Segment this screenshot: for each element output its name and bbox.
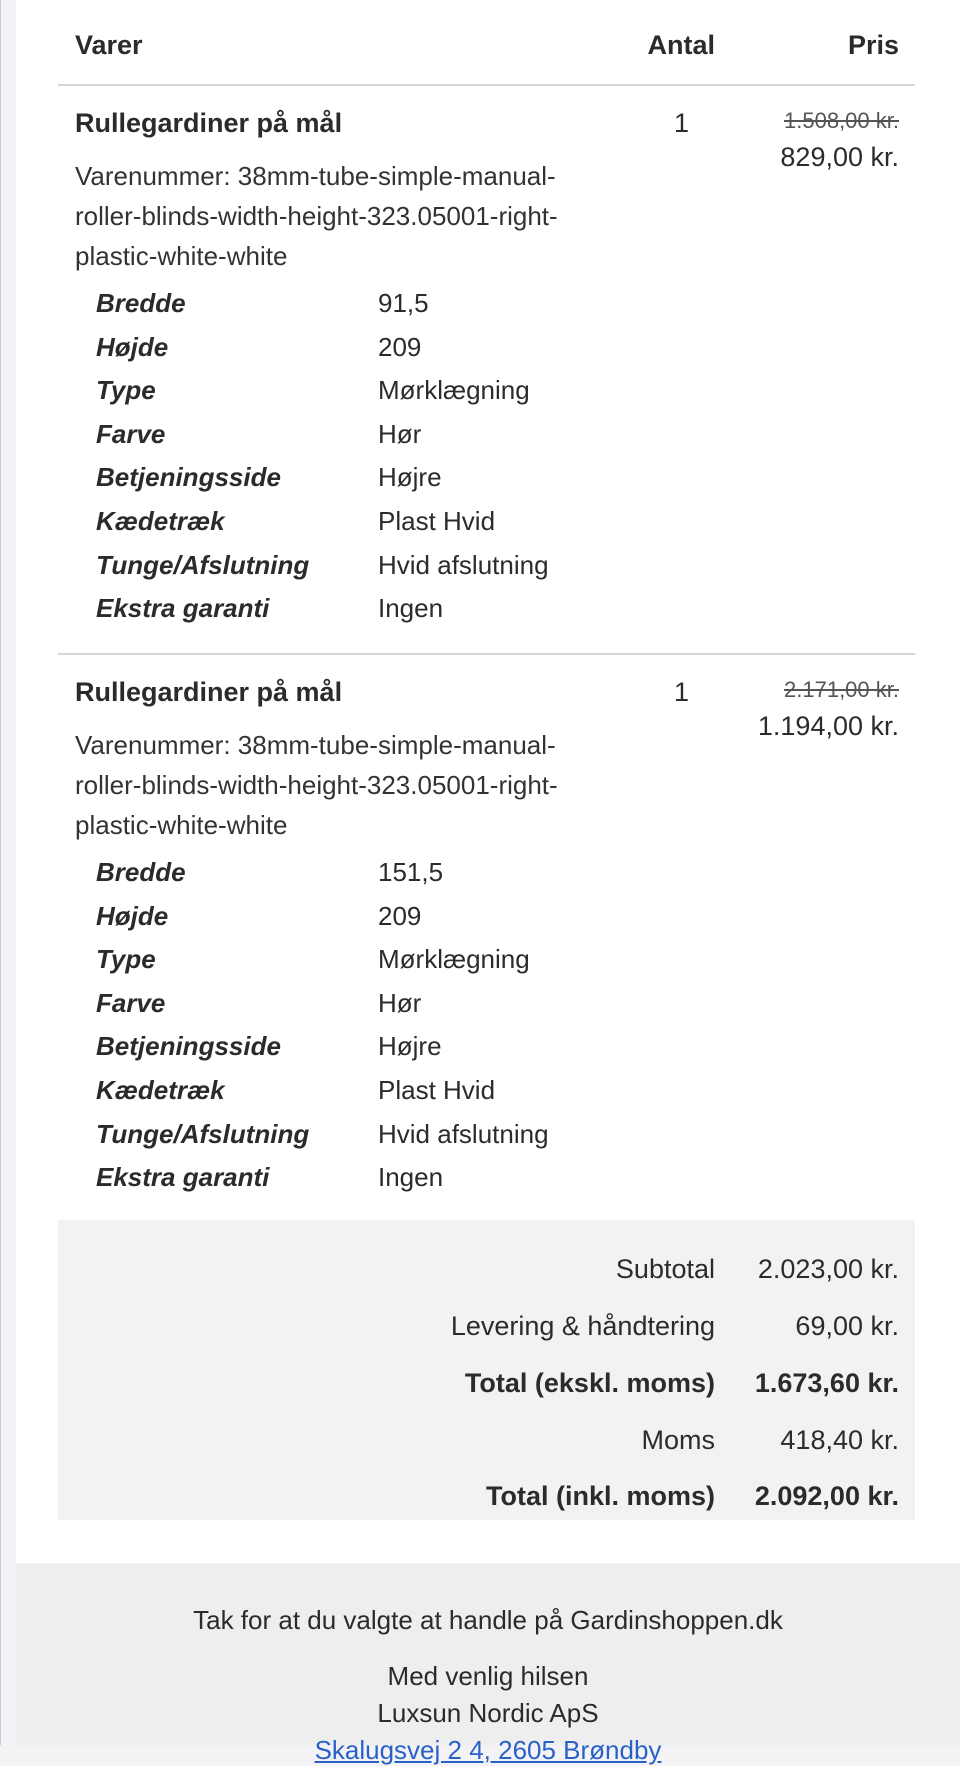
item-original-price: 1.508,00 kr. bbox=[784, 108, 899, 133]
attribute-row bbox=[96, 546, 696, 590]
attribute-value: 91,5 bbox=[378, 288, 429, 318]
email-footer bbox=[16, 1563, 960, 1765]
attribute-key: Betjeningsside bbox=[96, 1031, 281, 1062]
item-sku: Varenummer: 38mm-tube-simple-manual-roller-blinds-width-height-323.05001-right-plastic-white-white bbox=[75, 161, 558, 271]
attribute-value: 209 bbox=[378, 900, 422, 931]
total-excl-vat-value: 1.673,60 kr. bbox=[754, 1368, 899, 1398]
attribute-value: Højre bbox=[378, 1031, 442, 1062]
attribute-value: Hør bbox=[378, 987, 422, 1018]
attribute-key: Bredde bbox=[96, 288, 186, 318]
attribute-key: Betjeningsside bbox=[96, 462, 281, 493]
attribute-key: Type bbox=[96, 944, 156, 975]
attribute-key: Farve bbox=[96, 418, 166, 449]
vat-label: Moms bbox=[641, 1425, 715, 1455]
attribute-key: Kædetræk bbox=[96, 1074, 225, 1105]
order-items-table bbox=[58, 0, 915, 1222]
order-totals bbox=[58, 1220, 915, 1520]
attribute-row bbox=[96, 984, 696, 1028]
attribute-key: Højde bbox=[96, 900, 169, 931]
table-row bbox=[58, 655, 915, 1222]
attribute-value: Hør bbox=[378, 418, 422, 449]
header-qty: Antal bbox=[647, 30, 715, 60]
total-incl-vat-label: Total (inkl. moms) bbox=[485, 1481, 715, 1511]
attribute-value: 151,5 bbox=[378, 857, 444, 887]
attribute-row bbox=[96, 589, 696, 633]
attribute-value: Højre bbox=[378, 462, 442, 493]
left-border bbox=[0, 0, 1, 1745]
vat-value: 418,40 kr. bbox=[780, 1425, 899, 1455]
attribute-value: 209 bbox=[378, 331, 422, 362]
attribute-row bbox=[96, 1158, 696, 1202]
subtotal-value: 2.023,00 kr. bbox=[757, 1254, 899, 1284]
attribute-value: Ingen bbox=[378, 593, 444, 624]
item-sale-price: 1.194,00 kr. bbox=[757, 711, 899, 741]
attribute-key: Højde bbox=[96, 331, 169, 362]
attribute-row bbox=[96, 371, 696, 415]
totals-row-shipping bbox=[58, 1311, 915, 1351]
attribute-key: Ekstra garanti bbox=[96, 593, 270, 624]
attribute-row bbox=[96, 1115, 696, 1159]
header-items: Varer bbox=[75, 30, 143, 60]
header-price: Pris bbox=[847, 30, 899, 60]
totals-row-subtotal bbox=[58, 1254, 915, 1294]
attribute-value: Plast Hvid bbox=[378, 1074, 496, 1105]
attribute-row bbox=[96, 1071, 696, 1115]
totals-row-vat bbox=[58, 1425, 915, 1465]
total-excl-vat-label: Total (ekskl. moms) bbox=[464, 1368, 715, 1398]
item-quantity: 1 bbox=[673, 677, 689, 707]
attribute-row bbox=[96, 853, 696, 897]
totals-row-total-incl-vat bbox=[58, 1481, 915, 1521]
shipping-value: 69,00 kr. bbox=[795, 1311, 899, 1341]
company-name: Luxsun Nordic ApS bbox=[377, 1698, 599, 1728]
attribute-key: Type bbox=[96, 375, 156, 406]
attribute-value: Hvid afslutning bbox=[378, 549, 549, 580]
attribute-row bbox=[96, 1027, 696, 1071]
attribute-key: Tunge/Afslutning bbox=[96, 1118, 310, 1149]
subtotal-label: Subtotal bbox=[615, 1254, 715, 1284]
totals-row-total-excl-vat bbox=[58, 1368, 915, 1408]
attribute-value: Hvid afslutning bbox=[378, 1118, 549, 1149]
attribute-value: Plast Hvid bbox=[378, 505, 496, 536]
table-header bbox=[58, 0, 915, 86]
item-original-price: 2.171,00 kr. bbox=[784, 677, 899, 702]
attribute-value: Ingen bbox=[378, 1162, 444, 1193]
attribute-key: Bredde bbox=[96, 857, 186, 887]
closing-greeting: Med venlig hilsen bbox=[387, 1661, 589, 1691]
item-attributes bbox=[96, 853, 696, 1202]
attribute-row bbox=[96, 940, 696, 984]
attribute-row bbox=[96, 458, 696, 502]
attribute-key: Farve bbox=[96, 987, 166, 1018]
attribute-row bbox=[96, 415, 696, 459]
table-row bbox=[58, 86, 915, 655]
attribute-key: Kædetræk bbox=[96, 505, 225, 536]
item-quantity: 1 bbox=[673, 108, 689, 138]
item-sale-price: 829,00 kr. bbox=[780, 142, 899, 172]
attribute-key: Tunge/Afslutning bbox=[96, 549, 310, 580]
total-incl-vat-value: 2.092,00 kr. bbox=[754, 1481, 899, 1511]
attribute-row bbox=[96, 328, 696, 372]
order-summary-card bbox=[16, 0, 960, 1563]
attribute-row bbox=[96, 284, 696, 328]
attribute-key: Ekstra garanti bbox=[96, 1162, 270, 1193]
shipping-label: Levering & håndtering bbox=[450, 1311, 715, 1341]
item-sku: Varenummer: 38mm-tube-simple-manual-roller-blinds-width-height-323.05001-right-plastic-white-white bbox=[75, 730, 558, 840]
item-name: Rullegardiner på mål bbox=[75, 108, 343, 138]
company-address-link[interactable]: Skalugsvej 2 4, 2605 Brøndby bbox=[314, 1735, 662, 1765]
thank-you-message: Tak for at du valgte at handle på Gardinshoppen.dk bbox=[193, 1605, 783, 1635]
attribute-value: Mørklægning bbox=[378, 375, 530, 406]
attribute-row bbox=[96, 502, 696, 546]
item-name: Rullegardiner på mål bbox=[75, 677, 343, 707]
attribute-row bbox=[96, 897, 696, 941]
attribute-value: Mørklægning bbox=[378, 944, 530, 975]
item-attributes bbox=[96, 284, 696, 633]
